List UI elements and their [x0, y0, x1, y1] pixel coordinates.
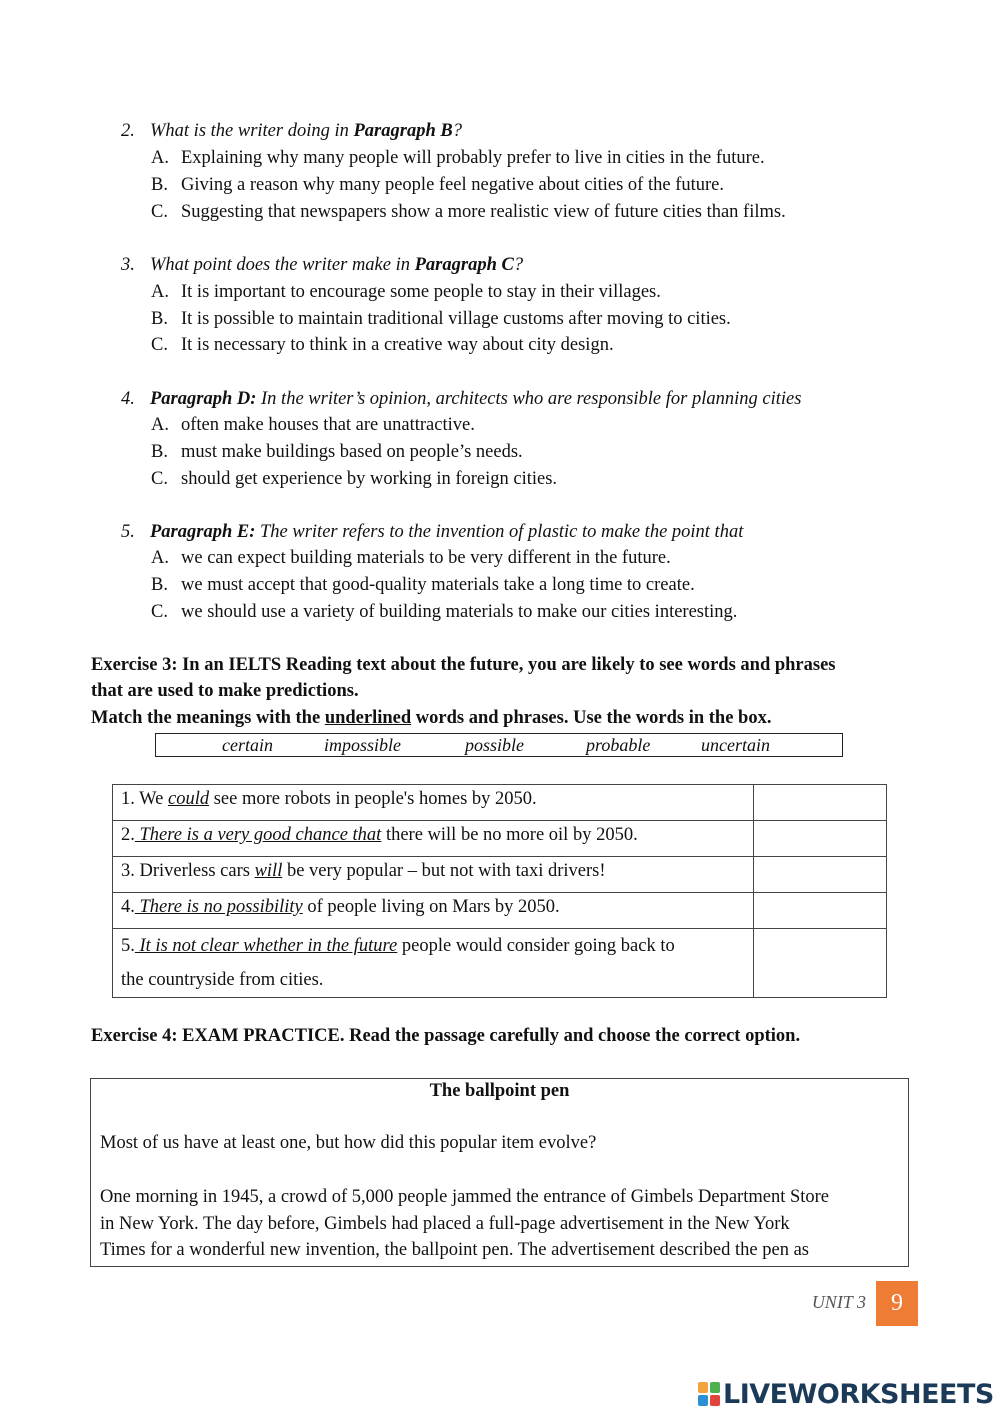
question-number: 3. [121, 255, 135, 275]
option-2c[interactable] [151, 202, 786, 223]
brand-wordmark: LIVEWORKSHEETS [723, 1378, 994, 1410]
option-3a[interactable] [151, 282, 661, 303]
word-box-item: possible [465, 735, 525, 755]
instruction-text: Match the meanings with the [91, 708, 325, 728]
question-3 [121, 255, 523, 276]
passage-line: One morning in 1945, a crowd of 5,000 people jammed the entrance of Gimbels Department Store [100, 1187, 830, 1207]
passage-line: in New York. The day before, Gimbels had placed a full-page advertisement in the New York [100, 1214, 790, 1234]
option-letter: B. [151, 175, 168, 195]
passage-title: The ballpoint pen [429, 1081, 570, 1101]
question-paragraph-ref: Paragraph E: [150, 522, 256, 542]
question-text-end: ? [452, 121, 462, 141]
question-text-end: ? [513, 255, 524, 275]
instruction-underlined: underlined [324, 708, 412, 728]
option-5a[interactable] [151, 548, 671, 569]
option-text: should get experience by working in foreign cities. [181, 469, 558, 489]
exercise3-heading-line2: that are used to make predictions. [91, 681, 359, 701]
option-letter: A. [151, 415, 169, 435]
question-4 [121, 389, 801, 410]
sentence-cell [113, 821, 754, 857]
sentence-start: 3. Driverless cars [121, 861, 255, 881]
question-text: In the writer’s opinion, architects who are responsible for planning cities [256, 389, 802, 409]
question-text: What is the writer doing in [150, 121, 354, 141]
table-row [113, 821, 887, 857]
answer-cell[interactable] [754, 785, 887, 821]
question-number: 4. [121, 389, 135, 409]
option-letter: B. [151, 575, 168, 595]
sentence-rest: see more robots in people's homes by 2050. [209, 789, 537, 809]
answer-cell[interactable] [754, 929, 887, 998]
option-letter: B. [151, 309, 168, 329]
sentence-rest: of people living on Mars by 2050. [302, 897, 560, 917]
sentence-rest: people would consider going back to [397, 936, 675, 956]
passage-intro: Most of us have at least one, but how did this popular item evolve? [100, 1133, 597, 1153]
answer-cell[interactable] [754, 821, 887, 857]
option-3b[interactable] [151, 309, 731, 330]
table-row [113, 785, 887, 821]
word-box [155, 733, 843, 757]
question-number: 5. [121, 522, 135, 542]
option-text: It is necessary to think in a creative way about city design. [181, 335, 614, 355]
table-row [113, 857, 887, 893]
question-paragraph-ref: Paragraph D: [150, 389, 257, 409]
table-row [113, 929, 887, 998]
option-text: we must accept that good-quality materials take a long time to create. [181, 575, 695, 595]
sentence-rest: be very popular – but not with taxi drivers! [282, 861, 606, 881]
underlined-phrase: could [167, 789, 210, 809]
exercise3-heading-line1: Exercise 3: In an IELTS Reading text about the future, you are likely to see words and phrases [91, 655, 836, 675]
sentence-start: 2. [121, 825, 135, 845]
option-3c[interactable] [151, 335, 614, 356]
question-paragraph-ref: Paragraph C [414, 255, 514, 275]
sentence-cell [113, 929, 754, 998]
sentence-cell [113, 893, 754, 929]
option-5c[interactable] [151, 602, 737, 623]
brand-logo [698, 1377, 994, 1411]
page-number-badge: 9 [876, 1281, 918, 1326]
question-text: The writer refers to the invention of plastic to make the point that [255, 522, 744, 542]
option-4b[interactable] [151, 442, 523, 463]
option-letter: C. [151, 469, 168, 489]
option-text: Explaining why many people will probably prefer to live in cities in the future. [181, 148, 765, 168]
sentence-start: 4. [121, 897, 135, 917]
instruction-text-end: words and phrases. Use the words in the box. [411, 708, 772, 728]
underlined-phrase: will [254, 861, 283, 881]
passage-box [90, 1078, 909, 1267]
question-number: 2. [121, 121, 135, 141]
option-letter: A. [151, 148, 169, 168]
liveworksheets-icon [698, 1382, 720, 1406]
underlined-phrase: There is a very good chance that [134, 825, 382, 845]
sentence-start: 5. [121, 936, 135, 956]
option-letter: C. [151, 202, 168, 222]
matching-table [112, 784, 887, 998]
option-letter: C. [151, 335, 168, 355]
option-5b[interactable] [151, 575, 695, 596]
option-4a[interactable] [151, 415, 475, 436]
option-text: often make houses that are unattractive. [181, 415, 475, 435]
option-2b[interactable] [151, 175, 724, 196]
option-text: we should use a variety of building materials to make our cities interesting. [181, 602, 738, 622]
question-paragraph-ref: Paragraph B [353, 121, 453, 141]
option-2a[interactable] [151, 148, 765, 169]
option-text: It is important to encourage some people to stay in their villages. [181, 282, 661, 302]
word-box-item: uncertain [701, 735, 770, 755]
sentence-rest: there will be no more oil by 2050. [381, 825, 638, 845]
word-box-item: impossible [324, 735, 402, 755]
word-box-item: probable [586, 735, 651, 755]
option-letter: A. [151, 282, 169, 302]
sentence-cell [113, 857, 754, 893]
option-text: we can expect building materials to be very different in the future. [181, 548, 671, 568]
underlined-phrase: It is not clear whether in the future [134, 936, 398, 956]
answer-cell[interactable] [754, 893, 887, 929]
exercise3-instruction [91, 708, 771, 729]
unit-label: UNIT 3 [811, 1292, 866, 1312]
underlined-phrase: There is no possibility [134, 897, 303, 917]
option-text: Giving a reason why many people feel negative about cities of the future. [181, 175, 724, 195]
option-text: It is possible to maintain traditional village customs after moving to cities. [181, 309, 731, 329]
option-text: Suggesting that newspapers show a more realistic view of future cities than films. [181, 202, 786, 222]
exercise4-heading: Exercise 4: EXAM PRACTICE. Read the passage carefully and choose the correct option. [91, 1026, 801, 1046]
answer-cell[interactable] [754, 857, 887, 893]
question-2 [121, 121, 462, 142]
question-text: What point does the writer make in [150, 255, 415, 275]
option-4c[interactable] [151, 469, 557, 490]
word-box-item: certain [222, 735, 273, 755]
question-5 [121, 522, 743, 543]
sentence-cell [113, 785, 754, 821]
option-text: must make buildings based on people’s needs. [181, 442, 523, 462]
passage-line: Times for a wonderful new invention, the ballpoint pen. The advertisement described the pen as [100, 1240, 809, 1260]
option-letter: C. [151, 602, 168, 622]
table-row [113, 893, 887, 929]
option-letter: A. [151, 548, 169, 568]
option-letter: B. [151, 442, 168, 462]
sentence-start: 1. We [121, 789, 168, 809]
sentence-rest-line2: the countryside from cities. [121, 970, 324, 990]
